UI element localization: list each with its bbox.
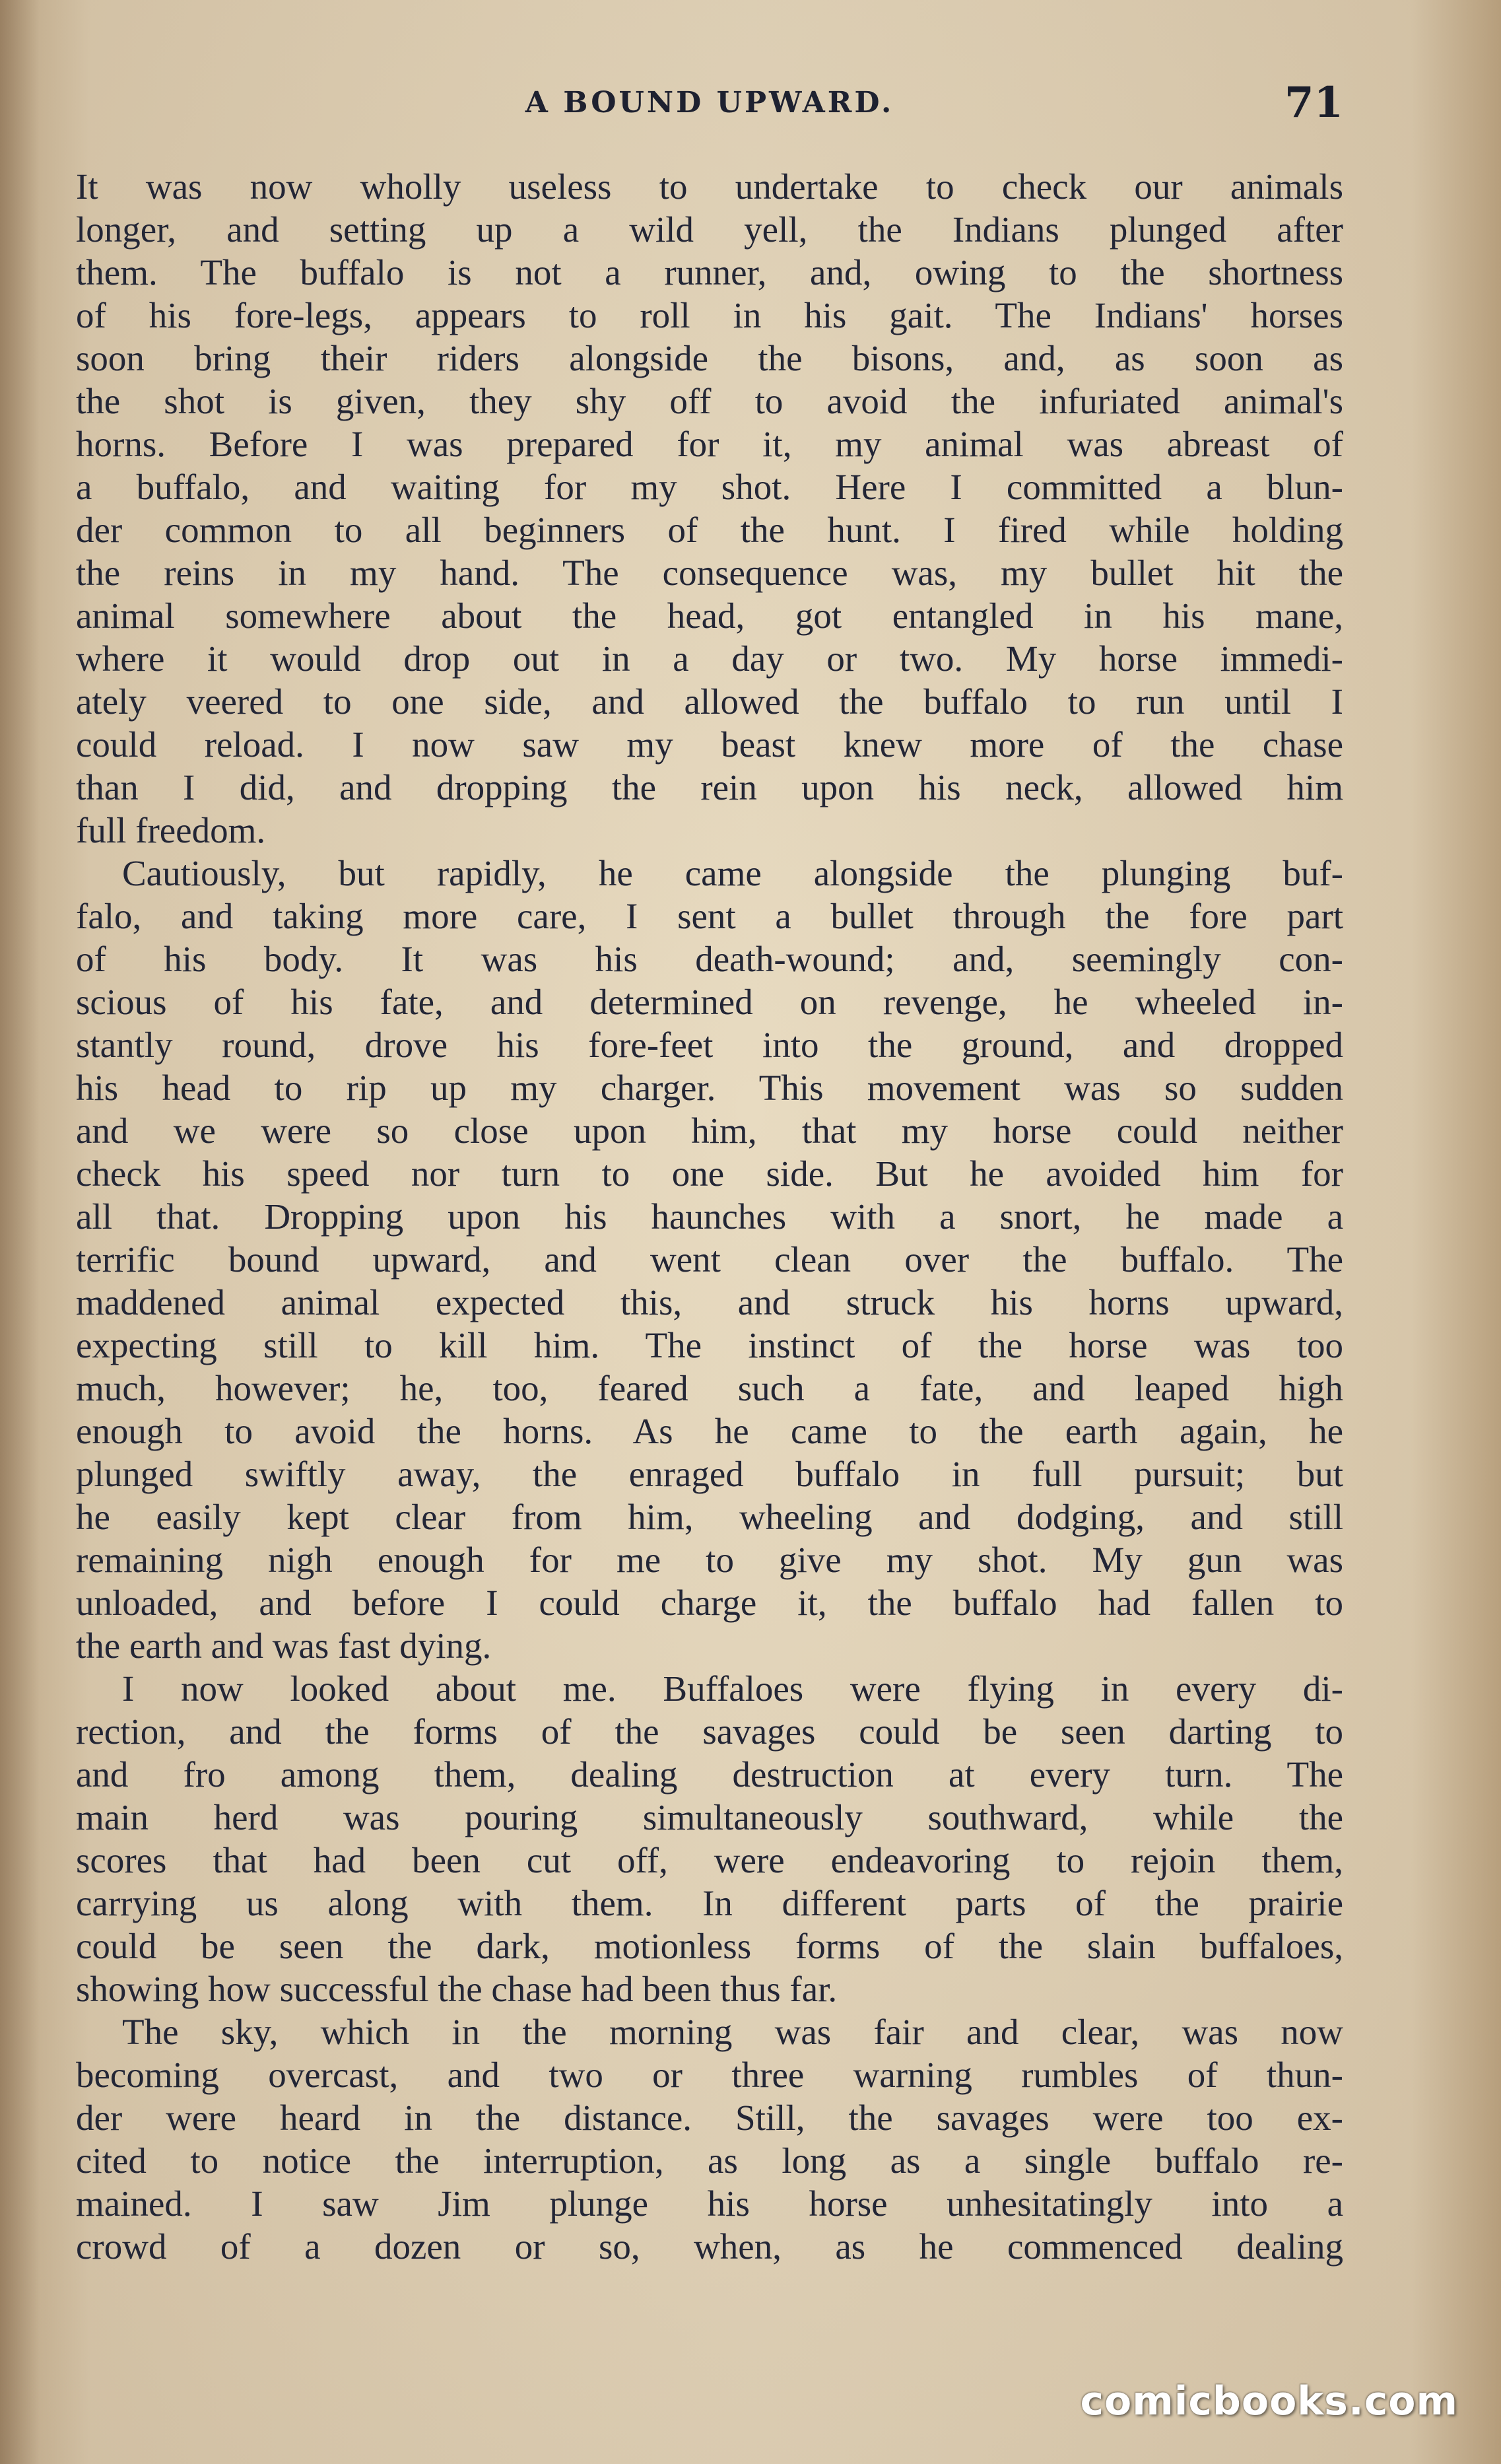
text-line: falo, and taking more care, I sent a bullet through the fore part (76, 896, 1343, 936)
text-line: longer, and setting up a wild yell, the Indians plunged after (76, 209, 1343, 250)
text-line: full freedom. (76, 810, 266, 850)
text-line: mained. I saw Jim plunge his horse unhesitatingly into a (76, 2183, 1343, 2224)
text-line: remaining nigh enough for me to give my shot. My gun was (76, 1540, 1343, 1580)
text-line: I now looked about me. Buffaloes were flying in every di- (122, 1668, 1343, 1709)
text-line: cited to notice the interruption, as long as a single buffalo re- (76, 2140, 1343, 2181)
text-line: scious of his fate, and determined on revenge, he wheeled in- (76, 982, 1343, 1022)
text-line: could be seen the dark, motionless forms of the slain buffaloes, (76, 1926, 1343, 1966)
page-header (76, 78, 1343, 139)
text-line: soon bring their riders alongside the bisons, and, as soon as (76, 338, 1343, 378)
text-line: terrific bound upward, and went clean over the buffalo. The (76, 1239, 1343, 1280)
text-line: a buffalo, and waiting for my shot. Here I committed a blun- (76, 467, 1343, 507)
text-line: the shot is given, they shy off to avoid the infuriated animal's (76, 381, 1343, 421)
text-line: all that. Dropping upon his haunches with a snort, he made a (76, 1196, 1343, 1237)
text-line: Cautiously, but rapidly, he came alongside the plunging buf- (122, 853, 1343, 893)
text-line: of his fore-legs, appears to roll in his gait. The Indians' horses (76, 295, 1343, 335)
text-line: and fro among them, dealing destruction at every turn. The (76, 1754, 1343, 1795)
text-line: maddened animal expected this, and struck his horns upward, (76, 1282, 1343, 1322)
text-line: stantly round, drove his fore-feet into the ground, and dropped (76, 1025, 1343, 1065)
text-line: where it would drop out in a day or two. My horse immedi- (76, 638, 1343, 679)
text-line: horns. Before I was prepared for it, my animal was abreast of (76, 424, 1343, 464)
text-line: main herd was pouring simultaneously southward, while the (76, 1797, 1343, 1837)
text-line: der were heard in the distance. Still, the savages were too ex- (76, 2098, 1343, 2138)
text-line: them. The buffalo is not a runner, and, owing to the shortness (76, 252, 1343, 292)
text-line: check his speed nor turn to one side. But he avoided him for (76, 1153, 1343, 1194)
text-line: rection, and the forms of the savages could be seen darting to (76, 1711, 1343, 1752)
text-line: he easily kept clear from him, wheeling and dodging, and still (76, 1497, 1343, 1537)
text-line: plunged swiftly away, the enraged buffalo in full pursuit; but (76, 1454, 1343, 1494)
text-line: and we were so close upon him, that my horse could neither (76, 1111, 1343, 1151)
text-line: the earth and was fast dying. (76, 1626, 492, 1666)
text-line: animal somewhere about the head, got entangled in his mane, (76, 596, 1343, 636)
text-line: could reload. I now saw my beast knew more of the chase (76, 724, 1343, 765)
spine-shadow (0, 0, 40, 2464)
text-line: than I did, and dropping the rein upon his neck, allowed him (76, 767, 1343, 807)
text-line: the reins in my hand. The consequence was, my bullet hit the (76, 553, 1343, 593)
text-line: of his body. It was his death-wound; and, seemingly con- (76, 939, 1343, 979)
text-line: der common to all beginners of the hunt. I fired while holding (76, 510, 1343, 550)
text-line: his head to rip up my charger. This movement was so sudden (76, 1068, 1343, 1108)
text-line: becoming overcast, and two or three warning rumbles of thun- (76, 2055, 1343, 2095)
watermark: comicbooks.com (1080, 2378, 1458, 2424)
text-line: expecting still to kill him. The instinct of the horse was too (76, 1325, 1343, 1365)
text-line: It was now wholly useless to undertake to check our animals (76, 166, 1343, 207)
text-line: unloaded, and before I could charge it, the buffalo had fallen to (76, 1583, 1343, 1623)
body-text (76, 165, 1343, 2268)
text-line: The sky, which in the morning was fair and clear, was now (122, 2012, 1343, 2052)
text-line: ately veered to one side, and allowed the buffalo to run until I (76, 681, 1343, 722)
text-line: enough to avoid the horns. As he came to the earth again, he (76, 1411, 1343, 1451)
text-line: crowd of a dozen or so, when, as he commenced dealing (76, 2226, 1343, 2267)
text-line: showing how successful the chase had been thus far. (76, 1969, 838, 2009)
text-line: carrying us along with them. In different parts of the prairie (76, 1883, 1343, 1923)
page-number: 71 (1284, 78, 1343, 127)
text-line: scores that had been cut off, were endeavoring to rejoin them, (76, 1840, 1343, 1880)
running-head: A BOUND UPWARD. (525, 86, 894, 120)
text-line: much, however; he, too, feared such a fate, and leaped high (76, 1368, 1343, 1408)
